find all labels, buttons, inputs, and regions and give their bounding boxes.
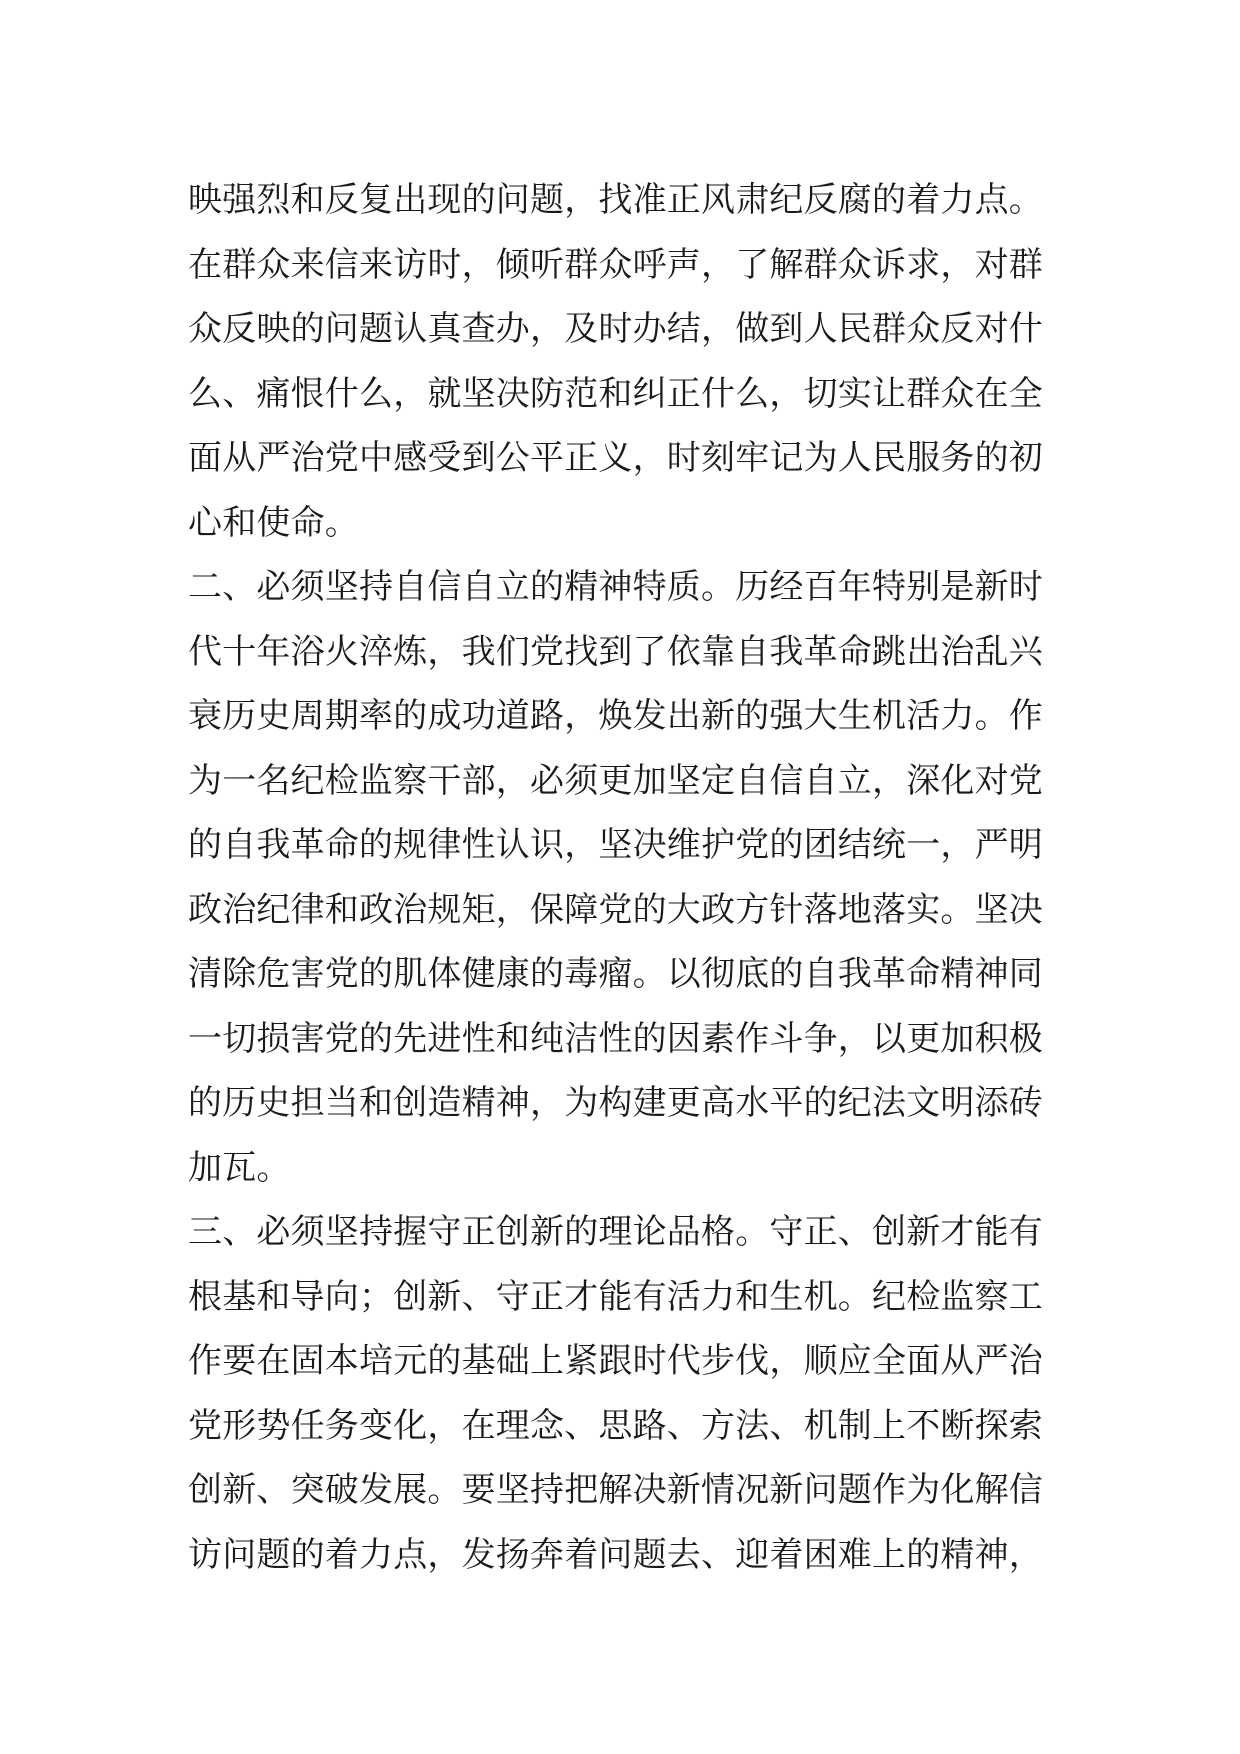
text-line: 政治纪律和政治规矩，保障党的大政方针落地落实。坚决 xyxy=(188,889,1043,930)
text-line: 么、痛恨什么，就坚决防范和纠正什么，切实让群众在全 xyxy=(188,373,1043,414)
text-line: 面从严治党中感受到公平正义，时刻牢记为人民服务的初 xyxy=(188,438,1043,478)
text-line: 在群众来信来访时，倾听群众呼声，了解群众诉求，对群 xyxy=(188,244,1043,285)
text-line: 访问题的着力点，发扬奔着问题去、迎着困难上的精神， xyxy=(188,1534,1043,1575)
text-line: 的自我革命的规律性认识，坚决维护党的团结统一，严明 xyxy=(188,825,1043,865)
text-line: 加瓦。 xyxy=(188,1147,291,1188)
section-two-first-line: 二、必须坚持自信自立的精神特质。历经百年特别是新时 xyxy=(188,567,1043,607)
text-line: 众反映的问题认真查办，及时办结，做到人民群众反对什 xyxy=(188,309,1043,349)
text-line: 映强烈和反复出现的问题，找准正风肃纪反腐的着力点。 xyxy=(188,180,1043,220)
text-line: 衰历史周期率的成功道路，焕发出新的强大生机活力。作 xyxy=(188,696,1043,736)
text-line: 党形势任务变化，在理念、思路、方法、机制上不断探索 xyxy=(188,1405,1043,1446)
text-line: 一切损害党的先进性和纯洁性的因素作斗争，以更加积极 xyxy=(188,1018,1043,1059)
text-line: 作要在固本培元的基础上紧跟时代步伐，顺应全面从严治 xyxy=(188,1341,1043,1381)
text-line: 创新、突破发展。要坚持把解决新情况新问题作为化解信 xyxy=(188,1470,1043,1510)
text-line: 清除危害党的肌体健康的毒瘤。以彻底的自我革命精神同 xyxy=(188,954,1043,994)
text-line: 为一名纪检监察干部，必须更加坚定自信自立，深化对党 xyxy=(188,760,1043,801)
section-three-first-line: 三、必须坚持握守正创新的理论品格。守正、创新才能有 xyxy=(188,1212,1043,1252)
body-text xyxy=(188,168,1068,1587)
text-line: 的历史担当和创造精神，为构建更高水平的纪法文明添砖 xyxy=(188,1083,1043,1123)
text-line: 根基和导向；创新、守正才能有活力和生机。纪检监察工 xyxy=(188,1276,1043,1317)
text-line: 心和使命。 xyxy=(188,502,359,543)
text-line: 代十年浴火淬炼，我们党找到了依靠自我革命跳出治乱兴 xyxy=(188,631,1043,672)
